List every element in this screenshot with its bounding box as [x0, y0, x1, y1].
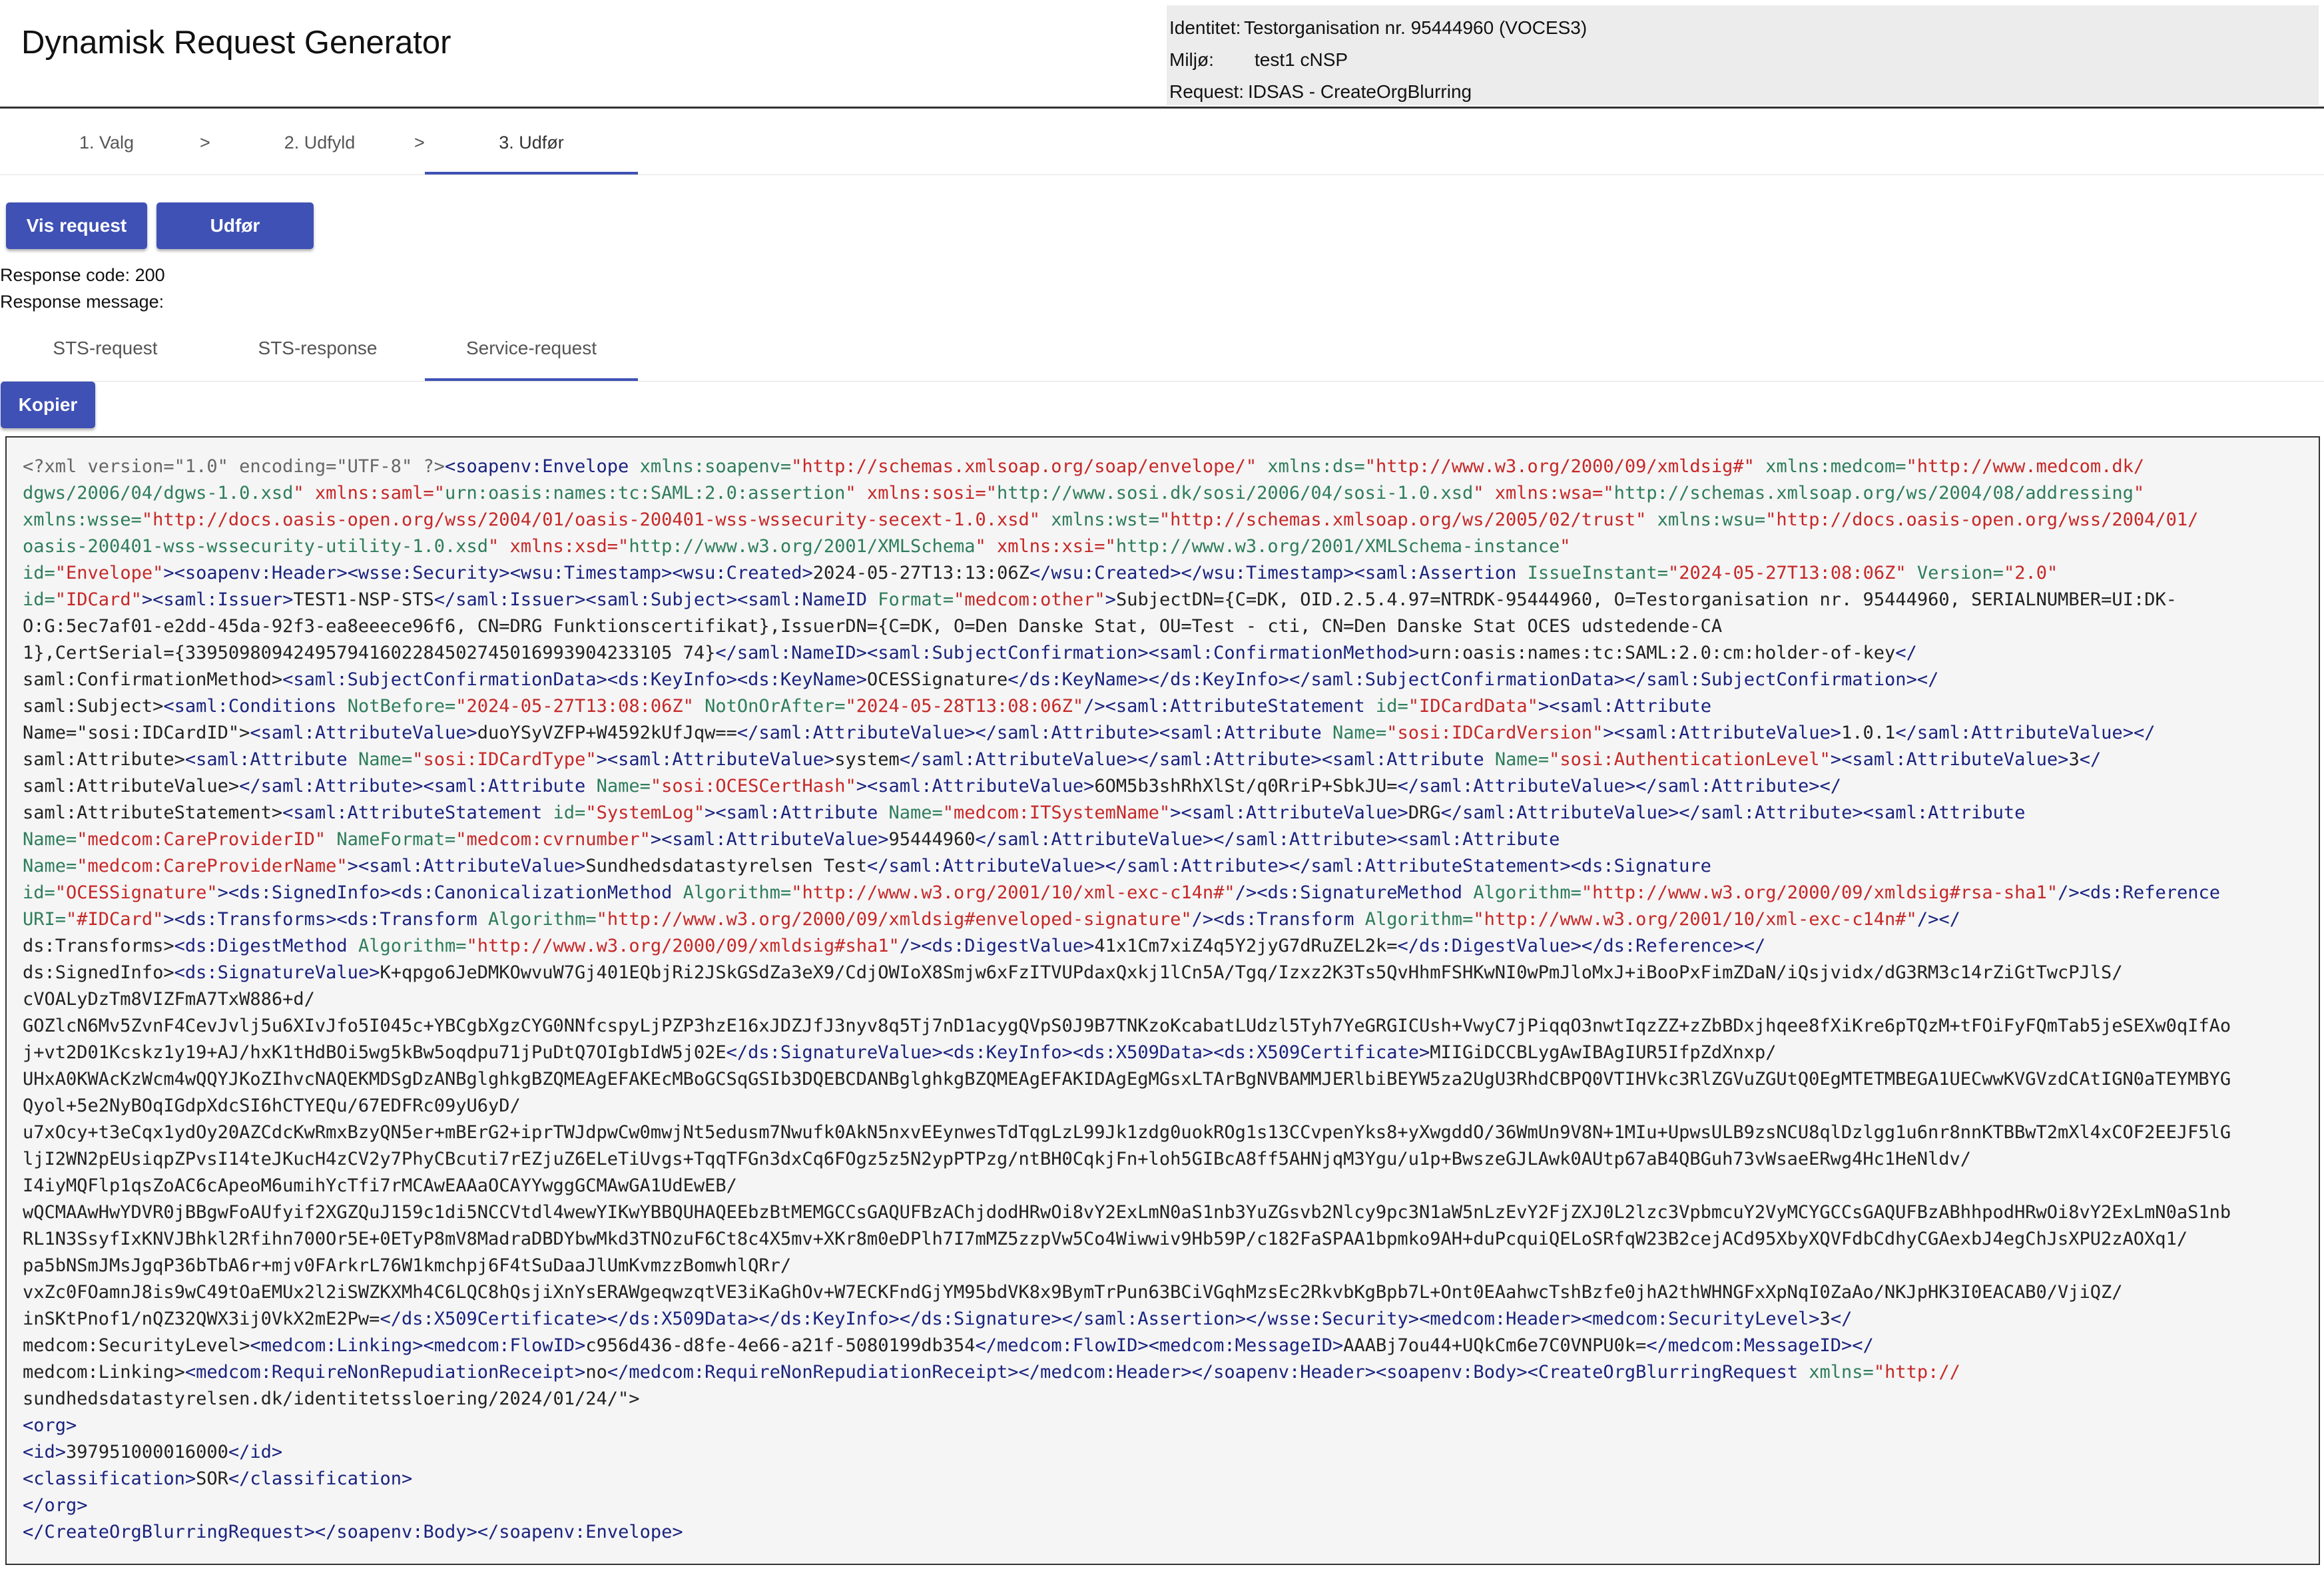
context-info-panel	[1167, 5, 2319, 105]
environment-label: Miljø:	[1169, 49, 1214, 70]
step-udfoer[interactable]: 3. Udfør	[425, 111, 638, 174]
copy-button[interactable]: Kopier	[1, 382, 95, 428]
step-valg[interactable]: 1. Valg	[79, 133, 135, 153]
show-request-button[interactable]: Vis request	[6, 202, 147, 249]
app-title: Dynamisk Request Generator	[21, 25, 451, 61]
step-separator: >	[414, 133, 425, 153]
step-udfyld[interactable]: 2. Udfyld	[284, 133, 356, 153]
xml-code-viewer[interactable]	[5, 436, 2320, 1565]
environment-row	[1167, 44, 2319, 76]
identity-value: Testorganisation nr. 95444960 (VOCES3)	[1244, 17, 1588, 38]
xml-code-content: <?xml version="1.0" encoding="UTF-8" ?><soapenv:Envelope xmlns:soapenv="http://schemas.xmlsoap.org/soap/envelope/" xmlns:ds="http://www.w3.org/2000/09/xmldsig#" xmlns:medcom="http://www.medcom.dk/ dgws/2006/04/dgws-1.0.xsd" xmlns:saml="urn:oasis:names:tc:SAML:2.0:assertion" xmlns:sosi="http://www.sosi.dk/sosi/2006/04/sosi-1.0.xsd" xmlns:wsa="http://schemas.xmlsoap.org/ws/2004/08/addressing" xmlns:wsse="http://docs.oasis-open.org/wss/2004/01/oasis-200401-wss-wssecurity-secext-1.0.xsd" xmlns:wst="http://schemas.xmlsoap.org/ws/2005/02/trust" xmlns:wsu="http://docs.oasis-open.org/wss/2004/01/ oasis-200401-wss-wssecurity-utility-1.0.xsd" xmlns:xsd="http://www.w3.org/2001/XMLSchema" xmlns:xsi="http://www.w3.org/2001/XMLSchema-instance" id="Envelope"><soapenv:Header><wsse:Security><wsu:Timestamp><wsu:Created>2024-05-27T13:13:06Z</wsu:Created></wsu:Timestamp><saml:Assertion IssueInstant="2024-05-27T13:08:06Z" Version="2.0" id="IDCard"><saml:Issuer>TEST1-NSP-STS</saml:Issuer><saml:Subject><saml:NameID Format="medcom:other">SubjectDN={C=DK, OID.2.5.4.97=NTRDK-95444960, O=Testorganisation nr. 95444960, SERIALNUMBER=UI:DK- O:G:5ec7af01-e2dd-45da-92f3-ea8eeece96f6, CN=DRG Funktionscertifikat},IssuerDN={C=DK, O=Den Danske Stat, OU=Test - cti, CN=Den Danske Stat OCES udstedende-CA 1},CertSerial={339509809424957941602284502745016993904233105 74}</saml:NameID><saml:SubjectConfirmation><saml:ConfirmationMethod>urn:oasis:names:tc:SAML:2.0:cm:holder-of-key</ saml:ConfirmationMethod><saml:SubjectConfirmationData><ds:KeyInfo><ds:KeyName>OCESSignature</ds:KeyName></ds:KeyInfo></saml:SubjectConfirmationData></saml:SubjectConfirmation></ saml:Subject><saml:Conditions NotBefore="2024-05-27T13:08:06Z" NotOnOrAfter="2024-05-28T13:08:06Z"/><saml:AttributeStatement id="IDCardData"><saml:Attribute Name="sosi:IDCardID"><saml:AttributeValue>duoYSyVZFP+W4592kUfJqw==</saml:AttributeValue></saml:Attribute><saml:Attribute Name="sosi:IDCardVersion"><saml:AttributeValue>1.0.1</saml:AttributeValue></ saml:Attribute><saml:Attribute Name="sosi:IDCardType"><saml:AttributeValue>system</saml:AttributeValue></saml:Attribute><saml:Attribute Name="sosi:AuthenticationLevel"><saml:AttributeValue>3</ saml:AttributeValue></saml:Attribute><saml:Attribute Name="sosi:OCESCertHash"><saml:AttributeValue>6OM5b3shRhXlSt/q0RriP+SbkJU=</saml:AttributeValue></saml:Attribute></ saml:AttributeStatement><saml:AttributeStatement id="SystemLog"><saml:Attribute Name="medcom:ITSystemName"><saml:AttributeValue>DRG</saml:AttributeValue></saml:Attribute><saml:Attribute Name="medcom:CareProviderID" NameFormat="medcom:cvrnumber"><saml:AttributeValue>95444960</saml:AttributeValue></saml:Attribute><saml:Attribute Name="medcom:CareProviderName"><saml:AttributeValue>Sundhedsdatastyrelsen Test</saml:AttributeValue></saml:Attribute></saml:AttributeStatement><ds:Signature id="OCESSignature"><ds:SignedInfo><ds:CanonicalizationMethod Algorithm="http://www.w3.org/2001/10/xml-exc-c14n#"/><ds:SignatureMethod Algorithm="http://www.w3.org/2000/09/xmldsig#rsa-sha1"/><ds:Reference URI="#IDCard"><ds:Transforms><ds:Transform Algorithm="http://www.w3.org/2000/09/xmldsig#enveloped-signature"/><ds:Transform Algorithm="http://www.w3.org/2001/10/xml-exc-c14n#"/></ ds:Transforms><ds:DigestMethod Algorithm="http://www.w3.org/2000/09/xmldsig#sha1"/><ds:DigestValue>41x1Cm7xiZ4q5Y2jyG7dRuZEL2k=</ds:DigestValue></ds:Reference></ ds:SignedInfo><ds:SignatureValue>K+qpgo6JeDMKOwvuW7Gj401EQbjRi2JSkGSdZa3eX9/CdjOWIoX8Smjw6xFzITVUPdaxQxkj1lCn5A/Tgq/Izxz2K3Ts5QvHhmFSHKwNI0wPmJloMxJ+iBooPxFimZDaN/iQsjvidx/dG3RM3c14rZiGtTwcPJlS/ cVOALyDzTm8VIZFmA7TxW886+d/ GOZlcN6Mv5ZvnF4CevJvlj5u6XIvJfo5I045c+YBCgbXgzCYG0NNfcspyLjPZP3hzE16xJDZJfJ3nyv8q5Tj7nD1acygQVpS0J9B7TNKzoKcabatLUdzl5Tyh7YeGRGICUsh+VwyC7jPiqqO3nwtIqzZZ+zZbBDxjhqee8fXiKre6pTQzM+tFOiFyFQmTab5jeSEXw0qIfAo j+vt2D01Kcskz1y19+AJ/hxK1tHdBOi5wg5kBw5oqdpu71jPuDtQ7OIgbIdW5j02E</ds:SignatureValue><ds:KeyInfo><ds:X509Data><ds:X509Certificate>MIIGiDCCBLygAwIBAgIUR5IfpZdXnxp/ UHxA0KWAcKzWcm4wQQYJKoZIhvcNAQEKMDSgDzANBglghkgBZQMEAgEFAKEcMBoGCSqGSIb3DQEBCDANBglghkgBZQMEAgEFAKIDAgEgMGsxLTArBgNVBAMMJERlbiBEYW5za2UgU3RhdCBPQ0VTIHVkc3RlZGVuZGUtQ0EgMTETMBEGA1UECwwKVGVzdCAtIGN0aTEYMBYG Qyol+5e2NyBOqIGdpXdcSI6hCTYEQu/67EDFRc09yU6yD/ u7xOcy+t3eCqx1ydOy20AZCdcKwRmxBzyQN5er+mBErG2+iprTWJdpwCw0mwjNt5edusm7Nwufk0AkN5nxvEEynwesTdTqgLzL99Jk1zdg0uokROg1s13CCvpenYks8+yXwgddO/36WmUn9V8N+1MIu+UpwsULB9zsNCU8qlDzlgg1u6nr8nnKTBBwT2mXl4xCOF2EEJF5lG ljI2WN2pEUsiqpZPvsI14teJKucH4zCV2y7PhyCBcuti7rEZjuZ6ELeTiUvgs+TqqTFGn3dxCq6FOgz5z5N2ypPTPzg/ntBH0CqkjFn+loh5GIBcA8ff5AHNjqM3Ygu/u1p+BwszeGJLAwk0AUtp67aB4QBGuh73vWsaeERwg4Hc1HeNldv/ I4iyMQFlp1qsZoAC6cApeoM6umihYcTfi7rMCAwEAAaOCAYYwggGCMAwGA1UdEwEB/ wQCMAAwHwYDVR0jBBgwFoAUfyif2XGZQuJ159c1di5NCCVtdl4wewYIKwYBBQUHAQEEbzBtMEMGCCsGAQUFBzAChjdodHRwOi8vY2ExLmN0aS1nb3YuZGsvb2Nlcy9pc3N1aW5nLzEvY2FjZXJ0L2lzc3VpbmcuY2VyMCYGCCsGAQUFBzABhhpodHRwOi8vY2ExLmN0aS1nb RL1N3SsyfIxKNVJBhkl2Rfihn700Or5E+0ETyP8mV8MadraDBDYbwMkd3TNOzuF6Ct8c4X5mv+XKr8m0eDPlh7I7mMZ5zzpVw5Co4Wiwwiv9Hb59P/c182FaSPAA1bpmko9AH+duPcquiQELoSRfqW23B2cejACd95XbyXQVFdbCdhyCGAexbJ4egChJsXPU2zAOXq1/ pa5bNSmJMsJgqP36bTbA6r+mjv0FArkrL76W1kmchpj6F4tSuDaaJlUmKvmzzBomwhlQRr/ vxZc0FOamnJ8is9wC49tOaEMUx2l2iSWZKXMh4C6LQC8hQsjiXnYsERAWgeqwzqtVE3iKaGhOv+W7ECKFndGjYM95bdVK8x9BymTrPun63BCiVGqhMzsEc2RkvbKgBpb7L+Ont0EAahwcTshBzfe0jhA2thWHNGFxXpNqI0ZaAo/NKJpHK3I0EACAB0/VjiQZ/ inSKtPnof1/nQZ32QWX3ij0VkX2mE2Pw=</ds:X509Certificate></ds:X509Data></ds:KeyInfo></ds:Signature></saml:Assertion></wsse:Security><medcom:Header><medcom:SecurityLevel>3</ medcom:SecurityLevel><medcom:Linking><medcom:FlowID>c956d436-d8fe-4e66-a21f-5080199db354</medcom:FlowID><medcom:MessageID>AAABj7ou44+UQkCm6e7C0VNPU0k=</medcom:MessageID></ medcom:Linking><medcom:RequireNonRepudiationReceipt>no</medcom:RequireNonRepudiationReceipt></medcom:Header></soapenv:Header><soapenv:Body><CreateOrgBlurringRequest xmlns="http:// sundhedsdatastyrelsen.dk/identitetssloering/2024/01/24/"> <org> <id>397951000016000</id> <classification>SOR</classification> </org> </CreateOrgBlurringRequest></soapenv:Body></soapenv:Envelope>	[23, 456, 2231, 1542]
request-tabs	[0, 318, 2324, 382]
tab-sts-response[interactable]: STS-response	[258, 338, 378, 358]
request-value: IDSAS - CreateOrgBlurring	[1248, 81, 1472, 102]
identity-label: Identitet:	[1169, 17, 1241, 38]
request-row	[1167, 76, 2319, 108]
identity-row	[1167, 12, 2319, 44]
response-message: Response message:	[0, 292, 164, 312]
response-code: Response code: 200	[0, 265, 165, 285]
execute-request-button[interactable]: Udfør request	[156, 202, 314, 249]
environment-value: test1 cNSP	[1255, 49, 1348, 70]
step-separator: >	[200, 133, 210, 153]
tab-sts-request[interactable]: STS-request	[53, 338, 158, 358]
request-label: Request:	[1169, 81, 1245, 102]
app-header	[0, 0, 2324, 109]
tab-service-request[interactable]: Service-request	[425, 318, 638, 381]
wizard-stepper	[0, 111, 2324, 175]
